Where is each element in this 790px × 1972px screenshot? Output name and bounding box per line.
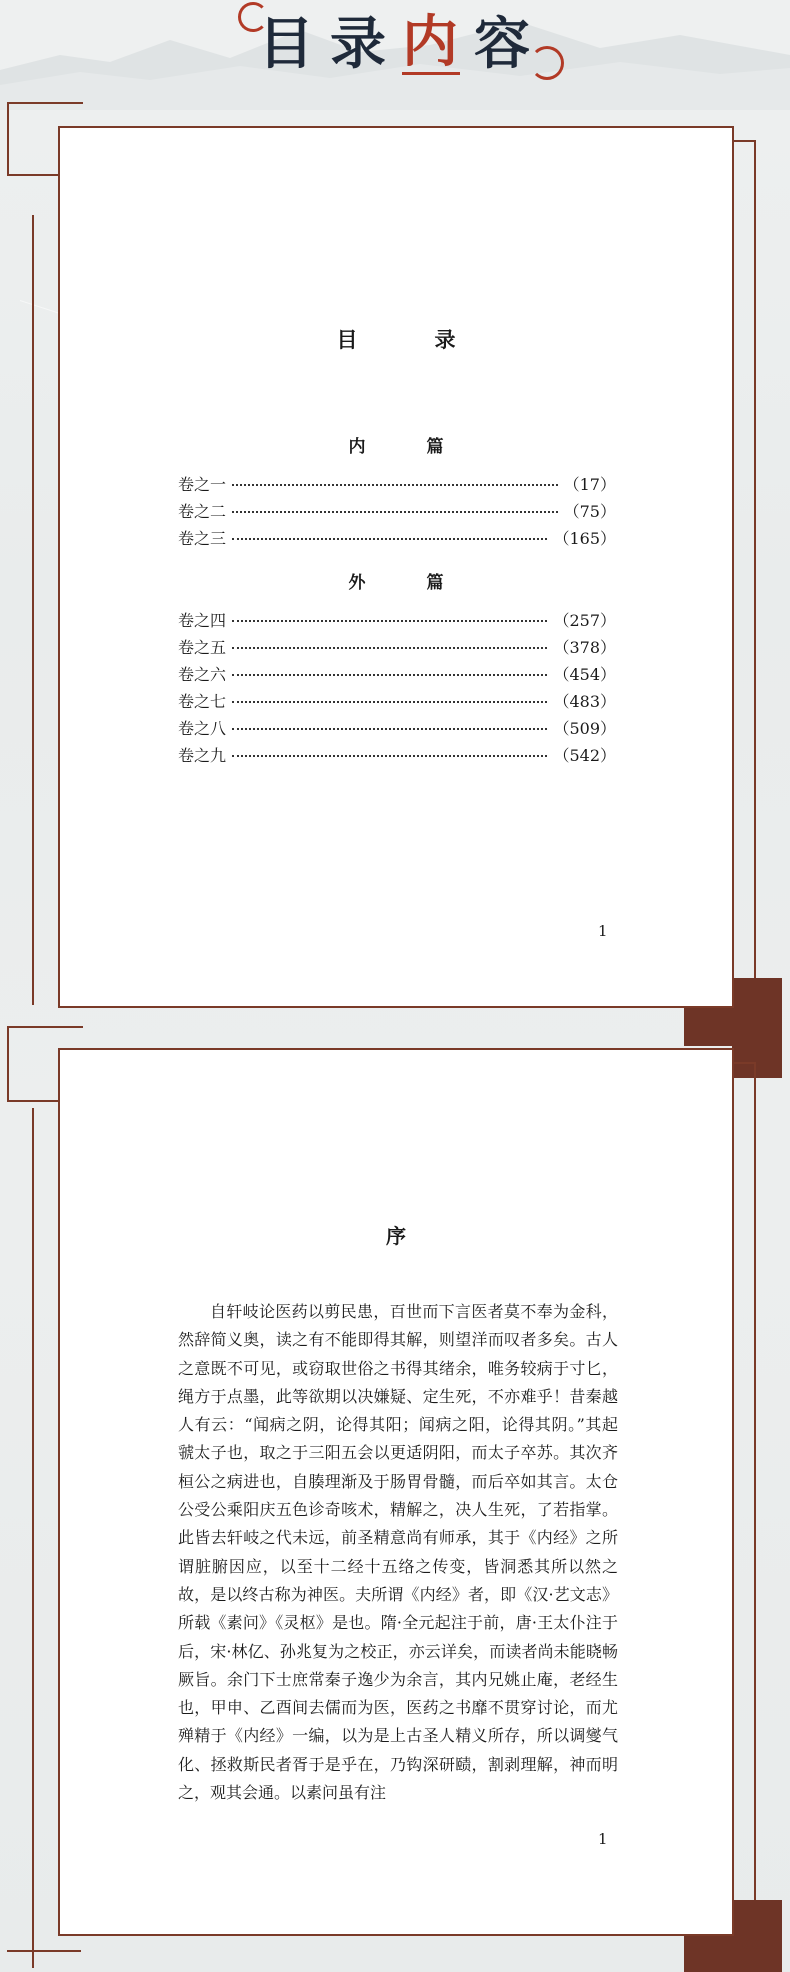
toc-entry[interactable]: 卷之八 （509） [178,719,616,738]
frame-vline-left-2 [32,1108,34,1968]
toc-section-outer: 外 篇 [348,573,466,593]
frame-vline-right-1 [754,140,756,1010]
toc-page [58,126,734,1008]
toc-entry[interactable]: 卷之六 （454） [178,665,616,684]
frame-block-bottom-2 [684,1932,734,1972]
header-char-2: 录 [330,11,388,77]
frame-block-bottom-1 [684,1008,734,1046]
header-circle-left [238,2,268,32]
preface-page [58,1048,734,1936]
frame-hline-top-right-2 [732,1062,756,1064]
toc-title: 目 录 [336,327,484,352]
frame-hline-top-right-1 [732,140,756,142]
header-char-3: 内 [402,8,460,75]
toc-entry[interactable]: 卷之一 （17） [178,475,616,494]
frame-hline-bottom-2 [7,1950,81,1952]
toc-entry[interactable]: 卷之四 （257） [178,611,616,630]
toc-entry[interactable]: 卷之九 （542） [178,746,616,765]
toc-entry[interactable]: 卷之五 （378） [178,638,616,657]
toc-page-number: 1 [598,922,608,940]
header-char-4: 容 [474,11,532,77]
header-circle-right [530,46,564,80]
frame-vline-left-1 [32,215,34,1005]
preface-page-number: 1 [598,1830,608,1848]
preface-body: 自轩岐论医药以剪民患，百世而下言医者莫不奉为金科，然辞简义奥，读之有不能即得其解，则望洋而叹者多矣。古人之意既不可见，或窃取世俗之书得其绪余，唯务较病于寸匕，绳方于点墨，此等欲期以决嫌疑、定生死，不亦难乎！昔秦越人有云：“闻病之阴，论得其阳；闻病之阳，论得其阴。”其起虢太子也，取之于三阳五会以更适阴阳，而太子卒苏。其次齐桓公之病进也，自腠理渐及于肠胃骨髓，而后卒如其言。太仓公受公乘阳庆五色诊奇咳术，精解之，决人生死，了若指掌。此皆去轩岐之代未远，前圣精意尚有师承，其于《内经》之所谓脏腑因应，以至十二经十五络之传变，皆洞悉其所以然之故，是以终古称为神医。夫所谓《内经》者，即《汉·艺文志》所载《素问》《灵枢》是也。隋·全元起注于前，唐·王太仆注于后，宋·林亿、孙兆复为之校正，亦云详矣，而读者尚未能晓畅厥旨。余门下士庶常秦子逸少为余言，其内兄姚止庵，老经生也，甲申、乙酉间去儒而为医，医药之书靡不贯穿讨论，而尤殚精于《内经》一编，以为是上古圣人精义所存，所以调燮气化、拯救斯民者胥于是乎在，乃钩深研赜，割剥理解，神而明之，观其会通。以素问虽有注 [178,1302,618,1803]
toc-entry[interactable]: 卷之二 （75） [178,502,616,521]
toc-entry[interactable]: 卷之三 （165） [178,529,616,548]
toc-entry[interactable]: 卷之七 （483） [178,692,616,711]
preface-title: 序 [386,1224,406,1248]
header-char-1: 目 [258,11,316,77]
header-title [0,4,790,84]
frame-vline-right-2 [754,1062,756,1972]
frame-block-right-2 [732,1900,782,1972]
toc-section-inner: 内 篇 [348,437,466,457]
